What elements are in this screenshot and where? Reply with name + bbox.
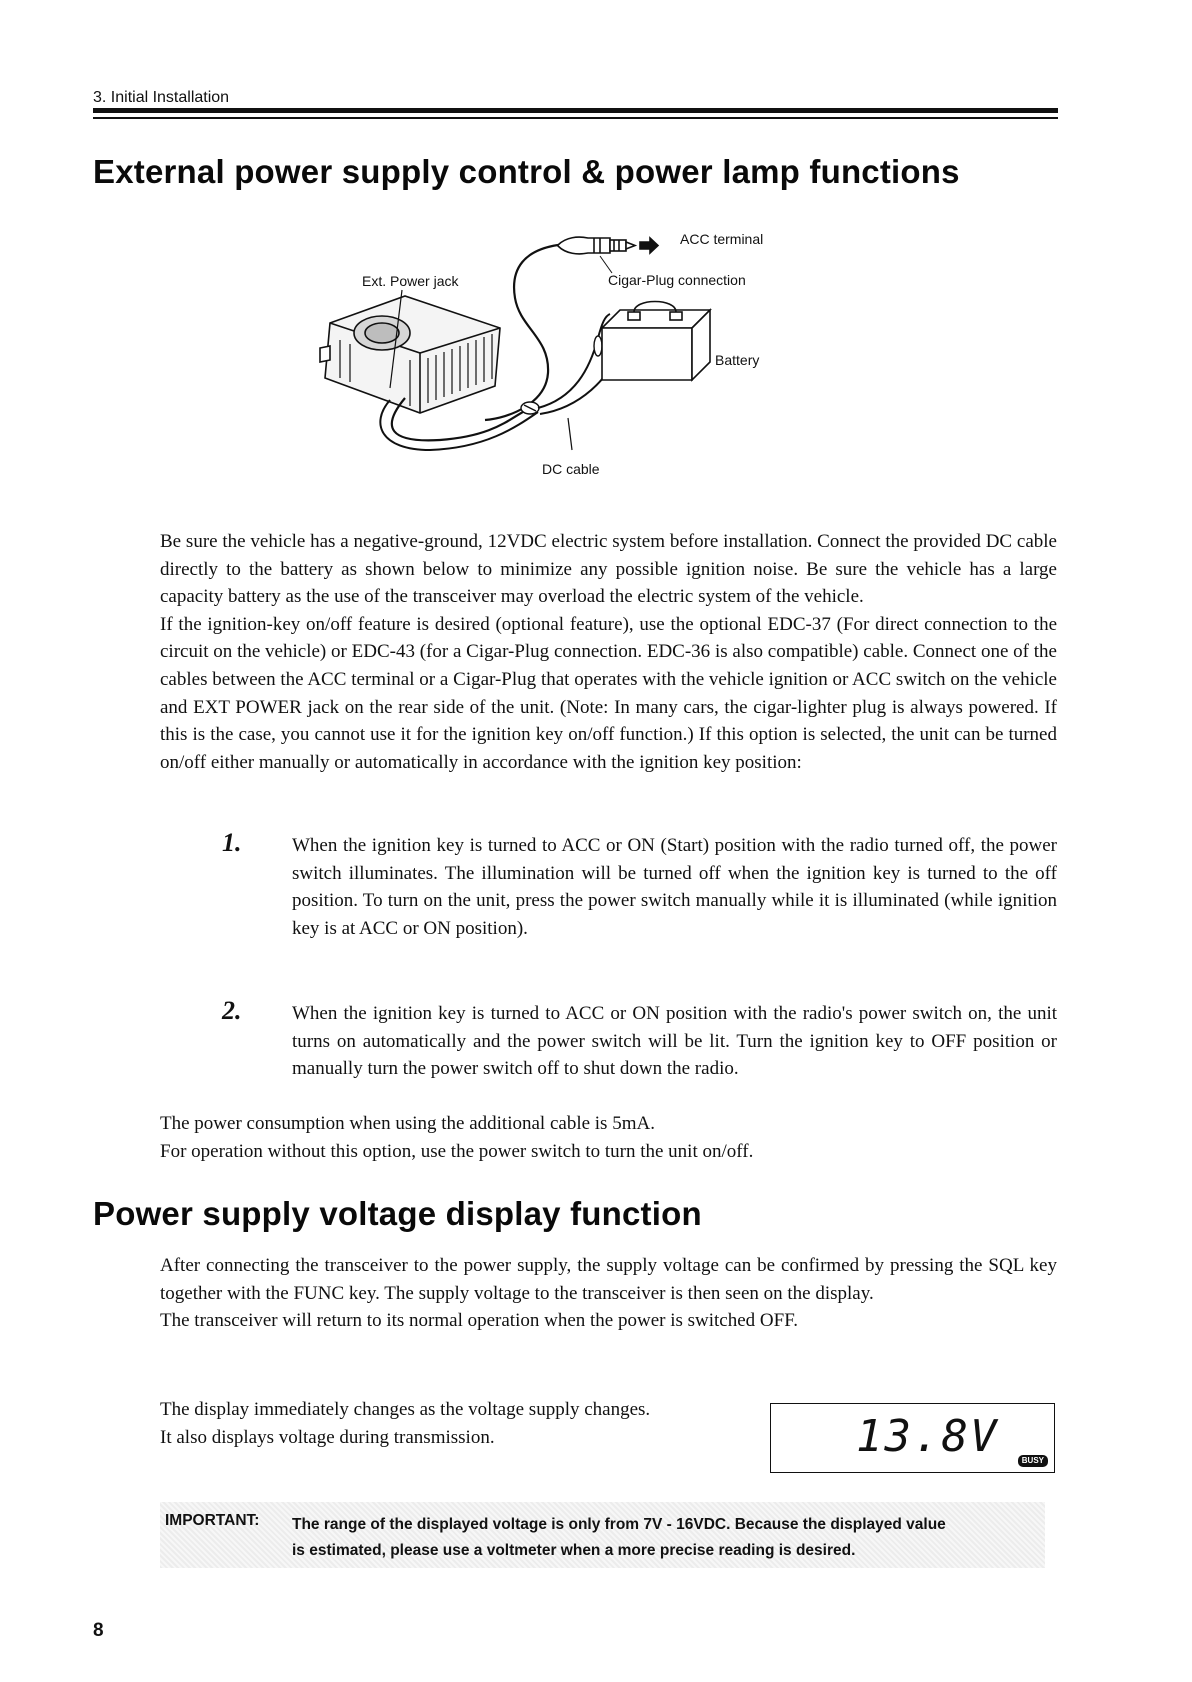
fuse-holder-icon xyxy=(521,402,539,414)
section-label: 3. Initial Installation xyxy=(93,89,230,106)
list-item-1: When the ignition key is turned to ACC or ON (Start) position with the radio turned off, the power switch illuminates. The illumination will be turned off when the ignition key is turned to the off position. To turn on the unit, press the power switch manually while it is illuminated (while ignition key is at ACC or ON position). xyxy=(292,835,1057,939)
battery-icon xyxy=(602,302,710,381)
important-text xyxy=(292,1512,1042,1564)
body-section1 xyxy=(160,528,1057,776)
important-label: IMPORTANT: xyxy=(165,1512,260,1529)
section2-paragraph-1: After connecting the transceiver to the power supply, the supply voltage can be confirmed by pressing the SQL key together with the FUNC key. The supply voltage to the transceiver is then seen on the display. xyxy=(160,1255,1057,1304)
after-list xyxy=(160,1110,1057,1165)
lcd-voltage-reading: 13.8V xyxy=(856,1411,999,1462)
important-line-1: The range of the displayed voltage is only from 7V - 16VDC. Because the displayed value xyxy=(292,1516,946,1533)
installation-diagram xyxy=(310,228,870,500)
cigar-plug-icon xyxy=(558,237,658,254)
body-section2 xyxy=(160,1252,1057,1335)
paragraph-1: Be sure the vehicle has a negative-ground, 12VDC electric system before installation. Connect the provided DC cable directly to the battery as shown below to minimize any possible ignition noise. Be sure the vehicle has a large capacity battery as the use of the transceiver may overload the electric system of the vehicle. xyxy=(160,531,1057,608)
label-cigar-plug: Cigar-Plug connection xyxy=(608,272,746,288)
display-transmission-line: It also displays voltage during transmission. xyxy=(160,1426,495,1448)
header-rule-thin xyxy=(93,117,1058,119)
page-number: 8 xyxy=(93,1620,104,1641)
list-item-2: When the ignition key is turned to ACC or ON position with the radio's power switch on, the unit turns on automatically and the power switch will be lit. Turn the ignition key to OFF position or manually turn the power switch off to shut down the radio. xyxy=(292,1003,1057,1080)
label-battery: Battery xyxy=(715,352,760,368)
section2-paragraph-2: The transceiver will return to its normal operation when the power is switched OFF. xyxy=(160,1310,798,1332)
label-ext-power-jack: Ext. Power jack xyxy=(362,273,459,289)
power-consumption-line: The power consumption when using the additional cable is 5mA. xyxy=(160,1113,655,1134)
section-title-voltage-display: Power supply voltage display function xyxy=(93,1195,702,1232)
section-title-external-power: External power supply control & power lamp functions xyxy=(93,153,960,190)
list-number-1: 1. xyxy=(222,828,242,857)
label-dc-cable: DC cable xyxy=(542,461,600,477)
body-section2-display xyxy=(160,1396,760,1451)
lcd-display xyxy=(770,1403,1055,1473)
radio-unit-icon xyxy=(320,296,500,413)
header-rule-thick xyxy=(93,108,1058,113)
display-changes-line: The display immediately changes as the voltage supply changes. xyxy=(160,1399,651,1420)
list-number-2: 2. xyxy=(222,996,242,1025)
important-line-2: is estimated, please use a voltmeter when a more precise reading is desired. xyxy=(292,1542,856,1559)
paragraph-2: If the ignition-key on/off feature is desired (optional feature), use the optional EDC-37 (For direct connection to the circuit on the vehicle) or EDC-43 (for a Cigar-Plug connection. EDC-36 is also compatible) cable. Connect one of the cables between the ACC terminal or a Cigar-Plug that operates with the vehicle ignition or ACC switch on the vehicle and EXT POWER jack on the rear side of the unit. (Note: In many cars, the cigar-lighter plug is always powered. If this is the case, you cannot use it for the ignition key on/off function.) If this option is selected, the unit can be turned on/off either manually or automatically in accordance with the ignition key position: xyxy=(160,613,1057,773)
label-acc-terminal: ACC terminal xyxy=(680,231,764,247)
without-option-line: For operation without this option, use the power switch to turn the unit on/off. xyxy=(160,1140,754,1162)
lcd-busy-badge: BUSY xyxy=(1018,1455,1048,1467)
